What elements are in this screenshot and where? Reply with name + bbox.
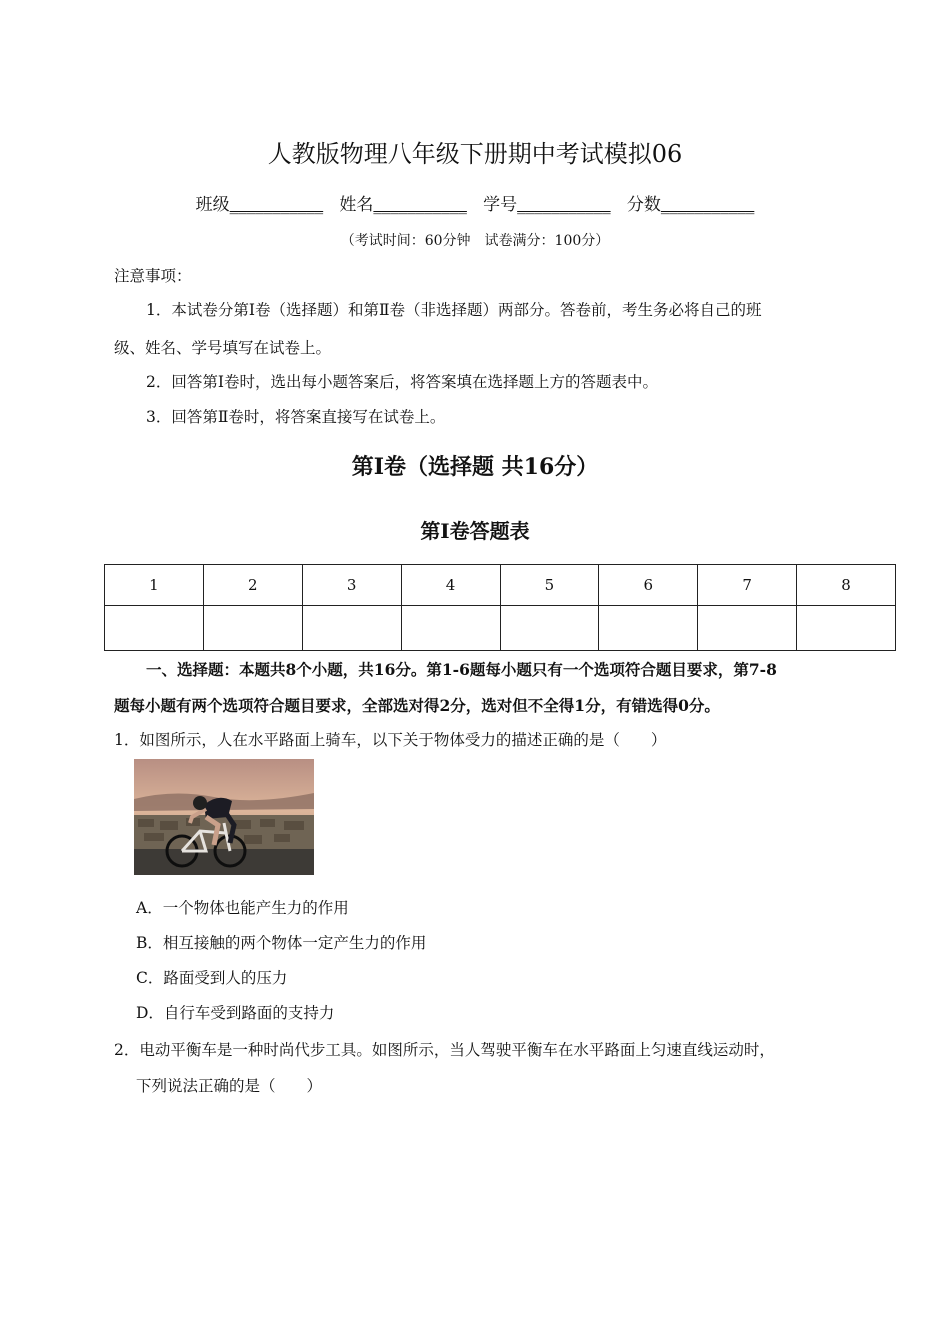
- answer-cell: [105, 606, 204, 651]
- cyclist-photo: [134, 759, 314, 875]
- exam-info: （考试时间：60分钟 试卷满分：100分）: [340, 233, 610, 249]
- answer-table-header-cell: 6: [599, 565, 698, 606]
- name-label: 姓名: [339, 195, 374, 215]
- answer-table-header-cell: 8: [797, 565, 896, 606]
- answer-table-title: 第Ⅰ卷答题表: [420, 519, 530, 543]
- question-2-stem-line-2: 下列说法正确的是（ ）: [136, 1077, 323, 1095]
- answer-cell: [797, 606, 896, 651]
- question-2-stem-line-1: 2．电动平衡车是一种时尚代步工具。如图所示，当人驾驶平衡车在水平路面上匀速直线运动时，: [114, 1041, 775, 1059]
- section-title: 第Ⅰ卷（选择题 共16分）: [351, 454, 599, 480]
- answer-table-blank-row: [105, 606, 896, 651]
- answer-cell: [500, 606, 599, 651]
- answer-table-header-cell: 7: [698, 565, 797, 606]
- question-1-option-a: A．一个物体也能产生力的作用: [136, 899, 349, 917]
- answer-cell: [302, 606, 401, 651]
- answer-table: [104, 564, 896, 651]
- answer-table-header-cell: 1: [105, 565, 204, 606]
- answer-table-header-row: [105, 565, 896, 606]
- note-item-1-line-2: 级、姓名、学号填写在试卷上。: [114, 339, 332, 357]
- score-blank: ___________: [660, 195, 755, 215]
- class-label: 班级: [195, 195, 230, 215]
- answer-table-header-cell: 2: [203, 565, 302, 606]
- note-item-3: 3．回答第Ⅱ卷时，将答案直接写在试卷上。: [146, 408, 446, 426]
- student-id-blank: ___________: [517, 195, 611, 215]
- question-1-option-d: D．自行车受到路面的支持力: [136, 1004, 335, 1022]
- instructions-line-1: 一、选择题：本题共8个小题，共16分。第1-6题每小题只有一个选项符合题目要求，第7-8: [146, 660, 777, 679]
- student-id-label: 学号: [483, 195, 518, 215]
- student-info-line: [0, 190, 950, 215]
- note-item-1-line-1: 1．本试卷分第Ⅰ卷（选择题）和第Ⅱ卷（非选择题）两部分。答卷前，考生务必将自己的班: [146, 301, 762, 319]
- answer-table-header-cell: 4: [401, 565, 500, 606]
- answer-cell: [698, 606, 797, 651]
- answer-table-header-cell: 3: [302, 565, 401, 606]
- question-1-option-b: B．相互接触的两个物体一定产生力的作用: [136, 934, 427, 952]
- class-blank: ___________: [229, 195, 324, 215]
- name-blank: ___________: [373, 195, 467, 215]
- answer-cell: [401, 606, 500, 651]
- question-1-option-c: C．路面受到人的压力: [136, 969, 288, 987]
- instructions-line-2: 题每小题有两个选项符合题目要求，全部选对得2分，选对但不全得1分，有错选得0分。: [114, 696, 720, 715]
- score-label: 分数: [626, 195, 661, 215]
- notes-heading: 注意事项：: [114, 267, 192, 285]
- page-title: 人教版物理八年级下册期中考试模拟06: [267, 140, 683, 168]
- answer-cell: [599, 606, 698, 651]
- answer-cell: [203, 606, 302, 651]
- answer-table-header-cell: 5: [500, 565, 599, 606]
- question-1-stem: 1．如图所示，人在水平路面上骑车，以下关于物体受力的描述正确的是（ ）: [114, 731, 667, 749]
- note-item-2: 2．回答第Ⅰ卷时，选出每小题答案后，将答案填在选择题上方的答题表中。: [146, 373, 658, 391]
